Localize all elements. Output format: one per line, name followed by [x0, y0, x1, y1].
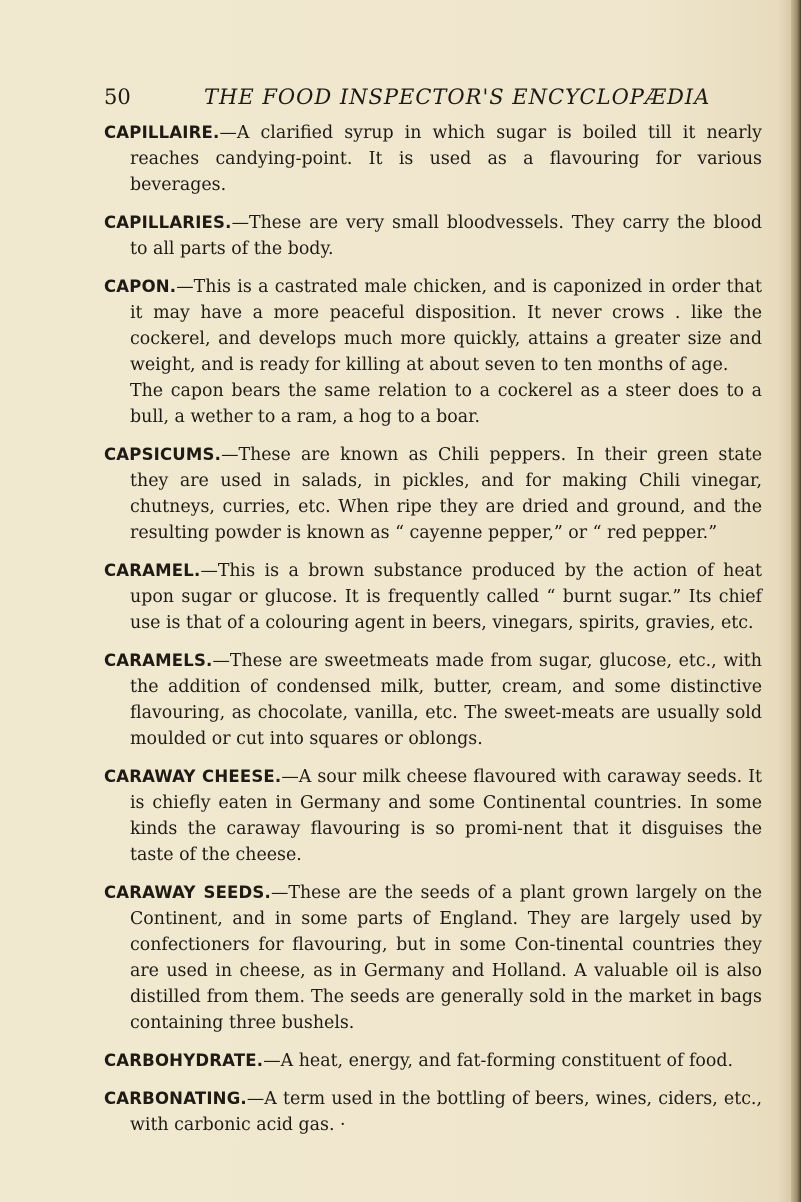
entry-term: CARBOHYDRATE. — [104, 1051, 264, 1070]
running-header — [104, 82, 744, 112]
entry-caraway-cheese — [104, 764, 762, 868]
entry-term: CARAWAY CHEESE. — [104, 767, 282, 786]
entry-term: CARAMEL. — [104, 561, 201, 580]
entry-caramel — [104, 558, 762, 636]
entry-capsicums — [104, 442, 762, 546]
entry-text: —A heat, energy, and fat-forming constituent of food. — [263, 1051, 734, 1071]
entry-term: CAPILLARIES. — [104, 213, 232, 232]
entry-term: CAPON. — [104, 277, 177, 296]
entry-text: —This is a brown substance produced by the action of heat upon sugar or glucose. It is frequently called “ burnt sugar.” Its chief use is that of a colouring agent in beers, vinegars, spirits, gravies, etc. — [130, 561, 762, 633]
entry-text: —These are very small bloodvessels. They carry the blood to all parts of the body. — [130, 213, 762, 259]
entry-text: —These are known as Chili peppers. In their green state they are used in salads, in pickles, and for making Chili vinegar, chutneys, curries, etc. When ripe they are dried and ground, and the resulting powder is known as “ cayenne pepper,” or “ red pepper.” — [130, 445, 762, 543]
entry-text: The capon bears the same relation to a cockerel as a steer does to a bull, a wether to a ram, a hog to a boar. — [130, 381, 762, 427]
entry-text: —A term used in the bottling of beers, wines, ciders, etc., with carbonic acid gas. · — [130, 1089, 762, 1135]
page-edge-shadow — [791, 0, 801, 1202]
entry-carbonating — [104, 1086, 762, 1138]
entry-text: —These are the seeds of a plant grown largely on the Continent, and in some parts of England. They are largely used by confectioners for flavouring, but in some Con-tinental countries they are used in cheese, as in Germany and Holland. A valuable oil is also distilled from them. The seeds are generally sold in the market in bags containing three bushels. — [130, 883, 763, 1033]
entry-term: CARBONATING. — [104, 1089, 247, 1108]
entry-term: CAPILLAIRE. — [104, 123, 220, 142]
entry-term: CAPSICUMS. — [104, 445, 222, 464]
entry-text: —This is a castrated male chicken, and is caponized in order that it may have a more peaceful disposition. It never crows . like the cockerel, and develops much more quickly, attains a greater size and weight, and is ready for killing at about seven to ten months of age. — [130, 277, 762, 375]
entry-text: —A sour milk cheese flavoured with caraway seeds. It is chiefly eaten in Germany and some Continental countries. In some kinds the caraway flavouring is so promi-nent that it disguises the taste of the cheese. — [130, 767, 762, 865]
entry-term: CARAMELS. — [104, 651, 213, 670]
entry-capillaire — [104, 120, 762, 198]
running-title: THE FOOD INSPECTOR'S ENCYCLOPÆDIA — [204, 85, 711, 109]
entry-caraway-seeds — [104, 880, 762, 1036]
page-number: 50 — [104, 85, 131, 109]
entry-text: —These are sweetmeats made from sugar, glucose, etc., with the addition of condensed milk, butter, cream, and some distinctive flavouring, as chocolate, vanilla, etc. The sweet-meats are usually sold moulded or cut into squares or oblongs. — [130, 651, 762, 749]
entry-caramels — [104, 648, 762, 752]
entry-carbohydrate — [104, 1048, 762, 1074]
encyclopedia-entries — [104, 120, 762, 1150]
entry-capon — [104, 274, 762, 430]
entry-text: —A clarified syrup in which sugar is boiled till it nearly reaches candying-point. It is used as a flavouring for various beverages. — [130, 123, 762, 195]
entry-capillaries — [104, 210, 762, 262]
entry-term: CARAWAY SEEDS. — [104, 883, 271, 902]
